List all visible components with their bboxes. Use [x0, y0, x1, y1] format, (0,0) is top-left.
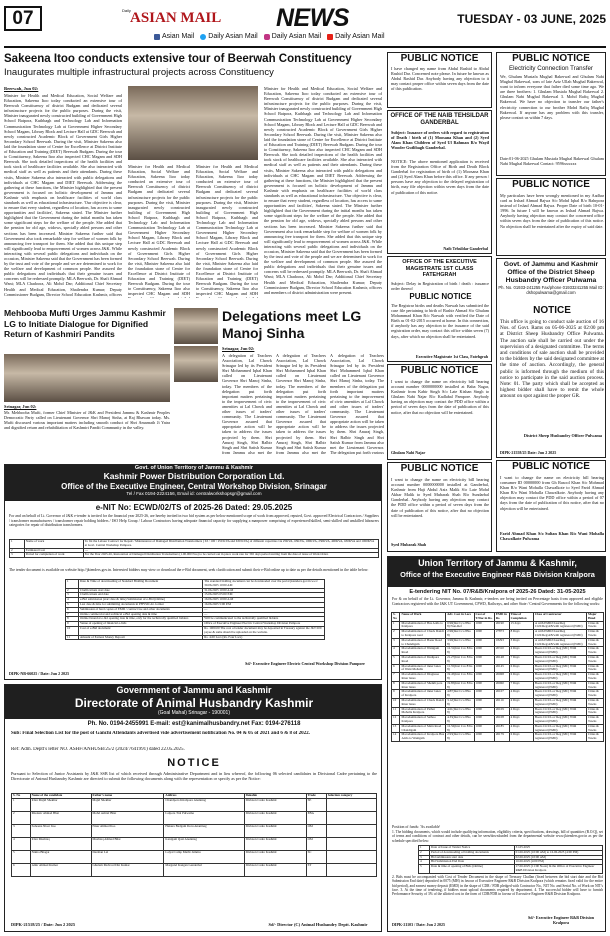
- table-row: 3 Clarifications end date 15.06.2025 05:00 P.M: [66, 593, 325, 598]
- ah-govt: Government of Jammu and Kashmir: [116, 685, 272, 695]
- table-row: 6 Macadamization of inner lanes of Wani Mohalla 11.35(Inst Cco 83to 8) 1000 26145 6 Days Boots Civil Lov Reg (MC) With registered (EMD) Cities & Towns: [392, 664, 604, 673]
- tender-nit: e-NIT No: ECWD/02/TS of 2025-26 Dated: 29.05.2025: [95, 503, 293, 512]
- ah-subject: Sub: Final Selection List for the post of Ganchi Attendants advertised vide advertisement notification No. 04 & 05 of 2021 and 6 & 8 of 2022.: [11, 731, 310, 736]
- issue-date: TUESDAY - 03 JUNE, 2025: [457, 12, 606, 26]
- notice-body: I have changed my name from Abdul Rashid to Abdul Rashid Dar. Concerned note please. In future be known as Abdul Rashid Dar. Anybody having any objection to it may contact proper office within seven days from the date of this publication.: [391, 66, 489, 92]
- ah-heading: NOTICE: [167, 757, 221, 769]
- notice-sign: Syed Mubarak Shah: [391, 542, 427, 547]
- page-number: 07: [4, 6, 42, 31]
- notice-body: The Registrar births and deaths Narwah has submitted the case file pertaining to birth of Bashir Ahmad S/o Ghulam Mohammad Khan R/o Narwah with verified the Date of Birth as 01-02-2015 occurred at home. In this connection, if anybody has any objection to the issuance of the said registration order, may contact this office within seven (7) days, after which no objection shall be entertained.: [391, 303, 489, 339]
- table-row: 13 Macadamization of Main Road Chandigam 12.56(Inst Cco 83to 8) 1000 26185 4 Days Boots Civil Lov Reg (MC) With registered (EMD) Cities & Towns: [392, 724, 604, 733]
- table-row: 2 Macadamization of Check Dandi to Kralpora road 2.99(Inst Cco 83to 8) 1000 27873 8 Days A with EMD/Class/Reg Civil/Reg/AB/with registered (EMD) Cities & Towns: [392, 630, 604, 639]
- notice-heading: PUBLIC NOTICE: [409, 292, 472, 301]
- tender-header-band: [5, 465, 382, 501]
- tender-contact: Tel / Fax 0194-2224156, Email id: centralworkshopsgr@gmail.com: [126, 491, 262, 496]
- social-item[interactable]: [200, 32, 257, 42]
- table-row: 2 Clarifications start date 31.06.2025 10:00 A.M: [66, 588, 325, 593]
- table-row: 11 Macadamization of Pather Mohalla Kralpora 4.61(Inst Cco 83to 8) 1000 26109 4 Days Boots Civil Lov Reg (MC) With registered (EMD) Cities & Towns: [392, 707, 604, 716]
- table-row: 5 Date & time of opening of Bids (Online) 17.06.2025 (11:00 Noon) In the Office of Executive Engineer R&B Division Kralpora: [419, 865, 603, 874]
- tender-sign: Sd/- Executive Engineer Electric Central Workshop Division Pampore: [245, 661, 365, 666]
- notice-title: PUBLIC NOTICE: [400, 365, 479, 376]
- table-row: 8 Macadamization of Sheikh pora Inner lanes 19.85(Inst Cco 83to 8) 1000 26060 7 Days Boots Civil Lov Reg (MC) With registered (EMD) Cities & Towns: [392, 681, 604, 690]
- tender-corp: Kashmir Power Distribution Corporation Ltd.: [103, 471, 285, 481]
- notice-title: PUBLIC NOTICE: [512, 461, 590, 472]
- notice-sign: Farid Ahmad Khan S/o Sultan Khan R/o Wani Mohalla Chawalkote Pulwama: [500, 531, 604, 542]
- lead-body-col4: Minister for Health and Medical Education, Social Welfare and Education, Sakeena Itoo today conducted an extensive tour of Beerwah Constituency of district Budgam and dedicated several infrastructure projects for the public purposes. During the visit, Minister inaugurated newly constructed building of Government High School Batpora, Kuthbagh and Technology Lab and Information Communication Technology Lab at Government Higher Secondary School Magam, Library Block and Lecture Hall at GDC Beerwah and newly constructed Academic Block of Government Girls Higher Secondary School Beerwah. During the visit, Minister Sakeena also laid the foundation stone of Centre for Excellence at District Institute of Education and Training (DIET) Beerwah Budgam. During the tour to Constituency, Sakeena Itoo also inspected CHC Magam and SDH Beerwah. She took detailed inspections of the health facilities and took stock of healthcare facilities available. She also interacted with medical staff as well as patients and their attendants. During these visits, Minister Sakeena also interacted with public delegations and individuals at CHC Magam and DIET Beerwah. Addressing the gathering at these functions, the Minister highlighted that the present government is focused on holistic development of Jammu and Kashmir with emphasis on healthcare facilities of world class standards as well as educational infrastructure. 'Our objective is clear, to ensure that every student, regardless of location, has access to same opportunities and facilities', Sakeena stated. The Minister further highlighted that the Government during the initial months has taken some significant steps for the welfare of the people. She added that the pension for old age, widows, specially abled persons and other sections has been increased. Minister Sakeena further said that Government also took remarkable step for welfare of women folk by announcing free transport for them. She added that this unique step will significantly lead to empowerment of women across J&K. While interacting with several public delegations and individuals on the occasion, Minister Sakeena said that the Government has been formed by the trust and vote of the people and we are determined to work for the welfare and development of common people. She assured the public delegations and individuals that their genuine issues and concerns will be redressed promptly. MLA Beerwah, Dr. Shafi Ahmad Wani; MLA Chadoora, Ali Mohd Dar; Additional Chief Secretary Health and Medical Education, Shailendra Kumar; Deputy Commissioner Budgam, Director School Education Kashmir, officers and members of district administration were present.: [264, 86, 382, 295]
- table-row: 3 Bid submission start date 02.06.2025 (10:00 AM): [419, 855, 603, 860]
- table-row: 6 Amir Ahmad Kumar Ghulam Mohi ud Din Kumar Margund Kangan Ganderbal Division Cadre Kashmir ST: [12, 863, 377, 876]
- table-row: 12 Macadamization of Sathoo Kralpora 4.33(Inst Cco 83to 8) 1000 26108 4 Days Boots Civil Lov Reg (MC) With registered (EMD) Cities & Towns: [392, 716, 604, 725]
- notice-title: PUBLIC NOTICE: [512, 53, 590, 64]
- notice-mid-3: [387, 256, 492, 362]
- notice-title: PUBLIC NOTICE: [400, 53, 479, 64]
- rb-intro: For & on behalf of the Lt. Governor, Jammu & Kashmir, e-tenders are being invited on Percentage basis from approved and eligible Contractors registered with the J&K UT Government, CPWD, Railways, and other State / Central Governments for the following works:: [392, 597, 603, 606]
- rb-position: Position of funds: 'As available': [392, 825, 441, 829]
- tender-govt: Govt. of Union Territory of Jammu & Kashmir: [134, 465, 254, 471]
- lead-subhead: Inaugurates multiple infrastructural projects across Constituency: [4, 67, 274, 78]
- notice-ref: DIPK-21558/25 Date: Jun 2 2025: [500, 450, 557, 455]
- notice-title: PUBLIC NOTICE: [512, 179, 590, 190]
- notice-mid-5: [387, 462, 492, 552]
- table-row: 7 Online commercial and technical e-Bid opening date & time ---: [66, 612, 325, 617]
- ah-header-band: [5, 685, 382, 719]
- table-row: 1 Irfan Majid Shekhar Majid Shekhar Chandpora Kitabpora Anantnag Division Cadre Kashmir SE: [12, 798, 377, 811]
- story2-dateline: Srinagar, Jun 02:: [4, 404, 37, 409]
- story-mehbooba: [4, 308, 170, 448]
- ah-contact: Ph. No. 0194-2455991 E-mail: est@kanimalhusbandry.net Fax: 0194-276118: [87, 721, 301, 727]
- rb-terms: 2. Bids must be accompanied with Cost of Tender Document in the shape of Treasury Challan (fixed between the bid start date and the Bid Submission End date) deposited in 0075 (MH) in favour of Executive Engineer R&B Division Kralpora (which remains fixed valid for the entire bid period), and earnest money deposit (EMD) in the shape of CDR / FDR pledged with Contractor No., NIT No. and Serial No. of Work on NIT's face. 3. At the time of tendering, if bidders must upload documents required by department. 4. The successful bidder will have to furnish Performance Security of 3% of the allotted cost in the form of CDR/FDR in favour of Executive Engineer R&B Division Kralpora.: [392, 875, 603, 897]
- tender-schedule-table: [65, 579, 325, 640]
- story3-dateline: Srinagar, Jun 02:: [222, 346, 255, 351]
- notice-body: NOTICE: The above mentioned application is received from the Registration Office of Birth and Death Block Ganderbal for registration of birth of (1) Moosana Khan and (2) Syed Alam Khan before this office. If any person / persons have any objection to the delayed registration of birth, may file objection within seven days from the date of publication of this notice.: [391, 159, 489, 195]
- notice-body: I want to change the name on electricity bill bearing account number 0000000000 installed at Ganderbal, Kashmir from Haji Abdul Aziz Malik S/o Late Mohd Akbar Malik to Syed Mubarak Shah R/o Sundarbal Ganderbal. Anybody having any objection may contact the PDD office within a period of seven days from the date of publication of this notice, after that no objection will be entertained.: [391, 477, 489, 518]
- rb-ref: DIPK-21103 / Date: Jun 2 2025: [392, 922, 445, 927]
- table-row: 4 Macadamization of Wanigam Road 12.31(Inst Cco 83to 8) 1000 20310 4 Days Boots Civil Lov Reg (MC) With registered (EMD) Cities & Towns: [392, 647, 604, 656]
- notice-animal-husbandry: [4, 684, 382, 932]
- story3-body-col1: A delegation of Teachers Association, Lal Chowk Srinagar led by its President Shri Mohammed Iqbal Khan called on Lieutenant Governor Shri Manoj Sinha, today. The members of the delegation put forth important matters pertaining to the improvement of civic amenities at Lal Chowk and other issues of traders' community. The Lieutenant Governor assured that appropriate action will be taken to address the issues projected by them. Shri Anuraj Singh, Shri Balbir Singh and Shri Satish Kumar from Jammu also met the: [222, 353, 272, 455]
- lead-body-col2: Minister for Health and Medical Education, Social Welfare and Education, Sakeena Itoo today conducted an extensive tour of Beerwah Constituency of district Budgam and dedicated several infrastructure projects for the public purposes. During the visit, Minister inaugurated newly constructed building of Government High School Batpora, Kuthbagh and Technology Lab and Information Communication Technology Lab at Government Higher Secondary School Magam, Library Block and Lecture Hall at GDC Beerwah and newly constructed Academic Block of Government Girls Higher Secondary School Beerwah. During the visit, Minister Sakeena also laid the foundation stone of Centre for Excellence at District Institute of Education and Training (DIET) Beerwah Budgam. During the tour to Constituency, Sakeena Itoo also inspected CHC Magam and SDH: [128, 164, 190, 297]
- social-item[interactable]: [154, 32, 194, 42]
- notice-subtitle: Subject: Delay in Registration of birth / death : issuance order thereof: [391, 281, 489, 291]
- masthead-rule: [4, 46, 606, 48]
- table-row: 5 Nikita Bhagat Darshan Lal Lalyal Camp Muthi Jammu Division Cadre Kashmir SC: [12, 850, 377, 863]
- table-row: 1 Macadamization of Bus Adda to Kralpora 0.99(Inst Cco 83to 8) Non-Ref 1000 26190 15 days A with EMD/Class/Reg Civil/Reg/AB/with registered (EMD) Cities & Towns: [392, 621, 604, 630]
- social-label: Daily Asian Mail: [335, 33, 385, 40]
- tender-ref: DIPK-NB-66025 / Date: Jun 2 2025: [9, 671, 70, 676]
- notice-body: This office is going to conduct sale auction of 16 Nos. of Govt. Rams on 05-06-2025 at 02:00 pm at District Sheep Husbandry Office Pulwama. The auction sale shall be carried out under the supervision of a designated committee. The terms and conditions of sale auction shall be provided to the bidders by the said designated committee at the time of auction. Accordingly, the general public is informed through the medium of this notice to participate in the said auction process. Note: 01. The party which shall be accepted as highest bidder shall have to remit the whole amount on spot against the proper GR.: [500, 319, 604, 400]
- notice-right-4: [496, 460, 606, 552]
- social-label: Asian Mail: [162, 33, 195, 40]
- brand-title: ASIAN MAIL: [130, 10, 222, 26]
- table-row: 7 Macadamization of Diagnose Inner lanes 19.45(Inst Cco 83to 8) 1000 26068 6 Days Boots Civil Lov Reg (MC) With registered (EMD) Cities & Towns: [392, 673, 604, 682]
- table-row: 2 Period of downloading of bidding documents 01.06.2025 (10:00 AM) to 16.06.2025 (4:00 PM): [419, 850, 603, 855]
- notice-right-1: [496, 52, 606, 176]
- table-row: 5 Last date & time for submitting documents in PHYSICAL format 16.06.2025 5:00 P.M: [66, 602, 325, 607]
- notice-mid-1: [387, 52, 492, 108]
- table-row: 1 Date & Time of downloading of Standard Bidding Document The standard bidding document can be downloaded over the portal jktenders.gov.in w.e.f 30.06.2025 10:00 AM: [66, 580, 325, 589]
- table-header: S. No Name of the candidate Father's name Address Dakahle Trade Selection category: [12, 794, 377, 799]
- table-row: 5 Macadamization of Dudipora Road 21.27(Inst Cco 83to 8) 1000 26148 7 Days Boots Civil Lov Reg (MC) With registered (EMD) Cities & Towns: [392, 655, 604, 664]
- table-row: 8 Online financial e-bid opening date & time, only for the technically qualified bidders Will be communicated to the technically qualified bidders: [66, 617, 325, 622]
- table-row: 1 Date of Issue of Tender Notice 31.05.2025: [419, 846, 603, 851]
- brand-logo: [122, 4, 232, 32]
- social-label: Daily Asian Mail: [208, 33, 258, 40]
- notice-title: PUBLIC NOTICE: [400, 463, 479, 474]
- notice-title: Govt. of Jammu and Kashmir Office of the District Sheep Husbandry Officer Pulwama: [503, 261, 599, 284]
- rb-office: Office of the Executive Engineer R&B Division Kralpora: [400, 570, 595, 579]
- table-row: 2 Mudasir Ahmad Bhat Mohd Ashraf Bhat Lalpora Tral Pulwama Division Cadre Kashmir EBA: [12, 811, 377, 824]
- notice-right-3: [496, 258, 606, 458]
- table-row: 4 e-Bid submission (start date & time) Submission of e-Bid (Online) 16.06.2025 10:00 A.M: [66, 598, 325, 603]
- notice-body: We, Ghulam Mustafa Mughal Bakerwal and Ghulam Nabi Mughal Bakerwal, sons of late Aziz Ullah Mughal Bakerwal, want to inform everyone that father died some time ago. We are three brothers: 1. Ghulam Mustafa Mughal Bakerwal 2. Ghulam Nabi Mughal Bakerwal 3. Mohd Rafiq Mughal Bakerwal. We have no objection to transfer our father's electricity connection to our brother Mohd Rafiq Mughal Bakerwal. If anyone has any problem with this transfer, please contact us within 7 days.: [500, 74, 604, 120]
- table-row: 10 Cost of e-Bid document Rs. 1000.00 The cost of tender document may be deposited in Treasury against the JKT 009 payee & same should be uploaded on the website.: [66, 626, 325, 635]
- twitter-icon: [200, 34, 206, 40]
- notice-sign: Naib Tehsildar Ganderbal: [443, 246, 488, 251]
- instagram-icon: [264, 34, 270, 40]
- lead-body-col3: Minister for Health and Medical Education, Social Welfare and Education, Sakeena Itoo today conducted an extensive tour of Beerwah Constituency of district Budgam and dedicated several infrastructure projects for the public purposes. During the visit, Minister inaugurated newly constructed building of Government High School Batpora, Kuthbagh and Technology Lab and Information Communication Technology Lab at Government Higher Secondary School Magam, Library Block and Lecture Hall at GDC Beerwah and newly constructed Academic Block of Government Girls Higher Secondary School Beerwah. During the visit, Minister Sakeena also laid the foundation stone of Centre for Excellence at District Institute of Education and Training (DIET) Beerwah Budgam. During the tour to Constituency, Sakeena Itoo also inspected CHC Magam and SDH: [196, 164, 258, 297]
- table-row: 4 Bid Submission End Date 16.06.2025 (4:00 PM): [419, 860, 603, 865]
- story2-photo: [4, 354, 170, 402]
- tender-rb-kralpora: [387, 556, 606, 932]
- notice-sign: Ghulam Nabi Najar: [391, 450, 426, 455]
- notice-title: OFFICE OF THE EXECUTIVE MAGISTRATE 1ST CLASS FATEHGRAH: [402, 259, 477, 278]
- social-label: Daily Asian Mail: [271, 33, 322, 40]
- ah-directorate: Directorate of Animal Husbandry Kashmir: [74, 696, 314, 710]
- rb-nit: E-tendering NIT No. 07/R&B/Kralpora of 2025-26 Dated: 31-05-2025: [409, 589, 586, 595]
- ah-ref-no: DIPK-21518/25 / Date: Jun 2 2025: [11, 922, 76, 927]
- story3-body-col3: A delegation of Teachers Association, Lal Chowk Srinagar led by its President Shri Mohammed Iqbal Khan called on Lieutenant Governor Shri Manoj Sinha, today. The members of the delegation put forth important matters pertaining to the improvement of civic amenities at Lal Chowk and other issues of traders' community. The Lieutenant Governor assured that appropriate action will be taken to address the issues projected by them. Shri Anuraj Singh, Shri Balbir Singh and Shri Satish Kumar from Jammu also met the Lieutenant Governor. The delegation put forth various: [330, 353, 384, 455]
- story3-photo: [174, 308, 218, 344]
- youtube-icon: [327, 34, 333, 40]
- ah-place: (Goal Mahal) Srinagar - 190001): [158, 710, 230, 716]
- notice-right-2: [496, 178, 606, 256]
- social-item[interactable]: [327, 32, 384, 42]
- notice-sign: Date:01-06-2025 Ghulam Mustafa Mughal Bakerwal Ghulam Nabi Mughal Bakerwal Contact: 9596xxxxxx: [500, 156, 604, 167]
- table-row: 14 Macadamization of Kralpora Bus Adda to Wanigam 2.93(Inst Cco 83to 8) 1000 26179 6 Days Boots Civil Lov Reg (MC) With registered (EMD) Cities & Towns: [392, 733, 604, 742]
- story3-photo-2: [174, 346, 218, 382]
- story2-headline: Mehbooba Mufti Urges Jammu Kashmir LG to Initiate Dialogue for Dignified Return of Kashmiri Pandits: [4, 308, 166, 339]
- story2-body: Mr. Mehbooba Mufti, former Chief Minister of J&K and President Jammu & Kashmir Peoples Democratic Party called on Lieutenant Governor Shri Manoj Sinha, at Raj Bhawan today. Ms. Mufti discussed various important matters including smooth conduct of Shri Amarnath Ji Yatra and dignified return and rehabilitation of Kashmiri Pandit Community in the valley.: [4, 410, 170, 431]
- lead-photo: [128, 86, 258, 160]
- ah-ref: Ref: Adm. Deptt's letter NO. ASHF/ANHUSB/25/2 (2024/7641991) dated 22.05.2025.: [11, 747, 185, 752]
- ah-table: [11, 793, 377, 877]
- brand-small: Daily: [122, 8, 131, 13]
- notice-sign: Executive Magistrate 1st Class, Fatehgrah: [415, 354, 488, 359]
- table-row: 3 Macadamization of Bazar Road to Chandigam 3.99(Inst Cco 83to 8) 1000 18293 3 Days A with EMD/Class/Reg Civil/Reg/AB/with registered (EMD) Cities & Towns: [392, 638, 604, 647]
- rb-works-table: [391, 612, 604, 742]
- table-header: S. No Name of Work Adv. Cost in Lacs Cost of T/Doc in Rs. EMD in Rs. Time of Completion Class of Contractor Major Head: [392, 613, 604, 622]
- masthead: [4, 4, 606, 44]
- notice-subtitle: Ph. No. 01933-241255 Fax/phone 01933241255 Mail ID: dshopulwama@gmail.com: [498, 285, 604, 295]
- notice-body: I want to change the name on electricity bill bearing consumer ID 00000000 from Gh Rasool Khan S/o Mohmad Khan R/o Wani Mohalla Chawalkote to Syed Farid Ahmad Khan R/o Wani Mohalla Chawalkote. Anybody having any objection may contact the PDD office within a period of 07 days from the date of publication of this notice, after that no objection will be entertained.: [500, 475, 604, 511]
- notice-subtitle: Subject: Issuance of orders with regard to registration of Death / birth of (1) Moosana Khan and (2) Syed Alam Khan Children of Syed Ul Rahman R/o Wayil Wooder Gutlibagh Ganderbal.: [391, 130, 489, 151]
- rb-header-band: [388, 557, 606, 587]
- table-row: 6 Submission of hard copies of EMD / contract fee and other documents ---: [66, 607, 325, 612]
- lead-body-col1: Minister for Health and Medical Education, Social Welfare and Education, Sakeena Itoo today conducted an extensive tour of Beerwah Constituency of district Budgam and dedicated several infrastructure projects for the public purposes. During the visit, Minister inaugurated newly constructed building of Government High School Batpora, Kuthbagh and Technology Lab and Information Communication Technology Lab at Government Higher Secondary School Magam, Library Block and Lecture Hall at GDC Beerwah and newly constructed Academic Block of Government Girls Higher Secondary School Beerwah. During the visit, Minister Sakeena also laid the foundation stone of Centre for Excellence at District Institute of Education and Training (DIET) Beerwah Budgam. During the tour to Constituency, Sakeena Itoo also inspected CHC Magam and SDH Beerwah. She took detailed inspections of the health facilities and took stock of healthcare facilities available. She also interacted with medical staff as well as patients and their attendants. During these visits, Minister Sakeena also interacted with public delegations and individuals at CHC Magam and DIET Beerwah. Addressing the gathering at these functions, the Minister highlighted that the present government is focused on holistic development of Jammu and Kashmir with emphasis on healthcare facilities of world class standards as well as educational infrastructure. 'Our objective is clear, to ensure that every student, regardless of location, has access to same opportunities and facilities', Sakeena stated. The Minister further highlighted that the Government during the initial months has taken some significant steps for the welfare of the people. She added that the pension for old age, widows, specially abled persons and other sections has been increased. Minister Sakeena further said that Government also took remarkable step for welfare of women folk by announcing free transport for them. She added that this unique step will significantly lead to empowerment of women across J&K. While interacting with several public delegations and individuals on the occasion, Minister Sakeena said that the Government has been formed by the trust and vote of the people and we are determined to work for the welfare and development of common people. She assured the public delegations and individuals that their genuine issues and concerns will be redressed promptly. MLA Beerwah, Dr. Shafi Ahmad Wani; MLA Chadoora, Ali Mohd Dar; Additional Chief Secretary Health and Medical Education, Shailendra Kumar; Deputy Commissioner Budgam, Director School Education Kashmir, officers: [4, 93, 122, 297]
- notice-title: OFFICE OF THE NAIB TEHSILDAR GANDERBAL: [390, 113, 489, 126]
- notice-heading: NOTICE: [533, 305, 571, 316]
- social-item[interactable]: [264, 32, 321, 42]
- rb-notes: 1. The bidding documents, which would include qualifying information, eligibility criteria, specifications, drawings, bill of quantities (B.O.Q), set of terms and conditions of contract and other details, can be seen/downloaded from the departmental website www.jktenders.gov.in as per the schedule specified below:: [392, 830, 603, 843]
- table-row: 2 Estimated Cost ---: [10, 548, 379, 553]
- story3-headline: Delegations meet LG Manoj Sinha: [222, 308, 362, 341]
- table-row: 1 Name of work To fix the Labour Contract for Repair / Maintenance of Damaged Distribution Transformers ( 63 / 100 / 250 KVA and 630 KVA) of different capacities via 25KVA, 63KVA, 100KVA, 250KVA, 400KVA, 630KVA and 1000KVA at Govt. Central Workshop Pampore.: [10, 540, 379, 549]
- tender-schedule-intro: The tender document is available on website http://jktenders.gov.in. Interested bidders may view or download the e-Bid document, seek clarification and submit their e-Bid online up to date as per the details mentioned in the table below:: [9, 568, 369, 572]
- notice-mid-4: [387, 364, 492, 460]
- social-bar: [154, 32, 454, 42]
- lead-story: [4, 52, 382, 302]
- facebook-icon: [154, 34, 160, 40]
- table-row: 11 Amount of Earnest Money Deposit Rs. 4.00 Lacs (Rs. Four Lacs): [66, 635, 325, 640]
- notice-sign: District Sheep Husbandry Officer Pulwama: [523, 433, 602, 438]
- lead-headline: Sakeena Itoo conducts extensive tour of Beerwah Constituency: [4, 53, 352, 65]
- ah-sign: Sd/- Director (C) Animal Husbandry Deptt. Kashmir: [268, 921, 368, 927]
- tender-office: Office of the Executive Engineer, Central Workshop Division, Srinagar: [61, 481, 327, 491]
- lead-dateline: Beerwah, Jun 02:: [4, 86, 39, 91]
- tender-kpdcl: [4, 464, 382, 680]
- notice-body: I want to change the name on electricity bill bearing account number 0000000000 installed at Baba Nagar, Kashmir from Kabir Singh S/o Late Kishan Singh to Ghulam Nabi Najar R/o Kadlabal Pampore. Anybody having an objection may contact the PDD office within a period of seven days from the date of publication of this notice, after that no objection will be entertained.: [391, 379, 489, 415]
- notice-subtitle: Electricity Connection Transfer: [509, 65, 593, 72]
- story-delegations: [174, 308, 384, 458]
- notice-body: My particulars have been wrongly mentioned in my Aadhar card as Irshad Ahmad Bajwa S/o Mohd Iqbal R/o Bahrpora instead of Irshad Ahmad Bajwa. Proper Date of birth 10-01-1996. In future I will be known as Irshad Ahmad Bajwa. Anybody having objection may contact the concerned office within seven days from the date of publication of this notice. No objection shall be entertained after the expiry of said date.: [500, 193, 604, 229]
- table-row: 10 Macadamization of Check Dandi Inner lanes 3.12(Inst Cco 83to 8) 1000 26116 4 Days Boots Civil Lov Reg (MC) With registered (EMD) Cities & Towns: [392, 698, 604, 707]
- tender-intro: For and on behalf of Lt. Governor of J&K e-tender is invited for the financial year 2025-26, are hereby invited in two bid system as per below mentioned scope of work from approved, reputed, Govt. approved Electrical Contractors / Suppliers / transformer manufacturers / transformer repair holding bidders / ISO Help Group / Labour Contractors having adequate financial capacity for supplying a manpower comprising of experienced/skilled, semi-skilled and unskilled labourers categories for repair of distribution transformers.: [9, 514, 379, 528]
- table-row: 3 Period for completion of work For the Year 2025-26, Restoration of Damaged Distribution Transformers (1.00.000 Nos) to be carried out in piece work rate for 365 days period starting from the date of issue of Work Order.: [10, 553, 379, 558]
- table-row: 9 Macadamization of inner lanes of Kralpora 4.87(Inst Cco 83to 8) 1000 26107 4 Days Boots Civil Lov Reg (MC) With registered (EMD) Cities & Towns: [392, 690, 604, 699]
- table-row: 3 Sabeena Nisar Itoo Nisar Ahmad Itoo Hakura Badgam Doru Anantnag Division Cadre Kashmir OM: [12, 824, 377, 837]
- rb-schedule-table: [418, 845, 603, 874]
- rb-govt: Union Territory of Jammu & Kashmir,: [418, 558, 577, 568]
- table-row: 9 Venue of opening of financial e-bids Office of Executive Engineer Electric Central Workshop Division Pampore: [66, 622, 325, 627]
- section-title: NEWS: [276, 4, 349, 32]
- tender-work-table: [9, 539, 379, 558]
- table-row: 4 Irfan Mushtaq Mushtaq Ahmad Bhat Kanigam Qazi Anantnag Division Cadre Kashmir OM: [12, 837, 377, 850]
- ah-body: Pursuant to Selection of Junior Assistants by J&K SSB list of which received through Administrative Department and in lieu whereof, the following 06 selected candidates in Divisional Cadre pertaining to the Directorate of Animal Husbandry Kashmir are directed to submit the following documents along with the representation or specify as per the Notice:: [11, 771, 377, 781]
- rb-sign: Sd/- Executive Engineer R&B Division Kralpora: [528, 915, 594, 925]
- notice-mid-2: [387, 110, 492, 254]
- story3-body-col2: A delegation of Teachers Association, Lal Chowk Srinagar led by its President Shri Mohammed Iqbal Khan called on Lieutenant Governor Shri Manoj Sinha, today. The members of the delegation put forth important matters pertaining to the improvement of civic amenities at Lal Chowk and other issues of traders' community. The Lieutenant Governor assured that appropriate action will be taken to address the issues projected by them. Shri Anuraj Singh, Shri Balbir Singh and Shri Satish Kumar from Jammu also met the: [276, 353, 326, 455]
